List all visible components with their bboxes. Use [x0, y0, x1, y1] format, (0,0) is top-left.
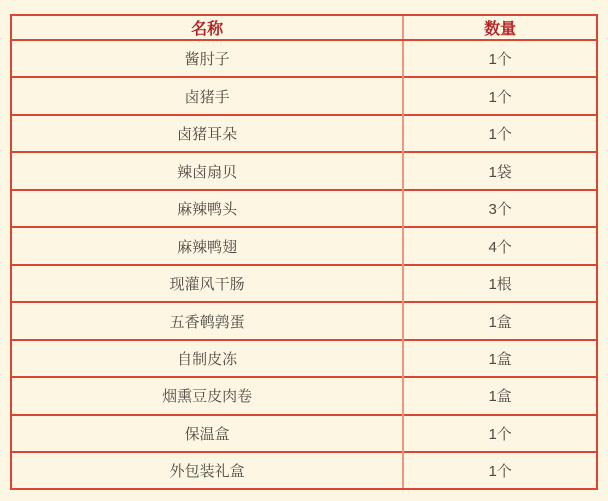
item-name-cell: 自制皮冻 — [12, 340, 403, 377]
item-quantity-cell: 1个 — [403, 40, 596, 77]
item-quantity-table — [10, 14, 598, 490]
table-row — [12, 340, 596, 377]
price-table — [12, 16, 596, 488]
header-name-column: 名称 — [12, 16, 403, 40]
item-name-cell: 保温盒 — [12, 415, 403, 452]
table-row — [12, 415, 596, 452]
item-quantity-cell: 1个 — [403, 452, 596, 488]
item-quantity-cell: 1个 — [403, 77, 596, 114]
item-quantity-cell: 3个 — [403, 190, 596, 227]
item-name-cell: 现灌风干肠 — [12, 265, 403, 302]
item-quantity-cell: 1盒 — [403, 377, 596, 414]
table-row — [12, 77, 596, 114]
item-quantity-cell: 1袋 — [403, 152, 596, 189]
item-name-cell: 卤猪手 — [12, 77, 403, 114]
header-quantity-column: 数量 — [403, 16, 596, 40]
item-quantity-cell: 1根 — [403, 265, 596, 302]
table-row — [12, 152, 596, 189]
item-name-cell: 辣卤扇贝 — [12, 152, 403, 189]
header-row — [12, 16, 596, 40]
table-row — [12, 115, 596, 152]
item-name-cell: 麻辣鸭头 — [12, 190, 403, 227]
item-quantity-cell: 4个 — [403, 227, 596, 264]
item-name-cell: 麻辣鸭翅 — [12, 227, 403, 264]
item-name-cell: 五香鹌鹑蛋 — [12, 302, 403, 339]
table-row — [12, 377, 596, 414]
table-header — [12, 16, 596, 40]
table-row — [12, 302, 596, 339]
table-body — [12, 40, 596, 488]
table-row — [12, 227, 596, 264]
item-name-cell: 烟熏豆皮肉卷 — [12, 377, 403, 414]
item-name-cell: 卤猪耳朵 — [12, 115, 403, 152]
item-quantity-cell: 1盒 — [403, 340, 596, 377]
item-quantity-cell: 1盒 — [403, 302, 596, 339]
item-quantity-cell: 1个 — [403, 115, 596, 152]
table-row — [12, 40, 596, 77]
item-quantity-cell: 1个 — [403, 415, 596, 452]
table-row — [12, 265, 596, 302]
table-row — [12, 190, 596, 227]
item-name-cell: 外包装礼盒 — [12, 452, 403, 488]
item-name-cell: 酱肘子 — [12, 40, 403, 77]
table-row — [12, 452, 596, 488]
